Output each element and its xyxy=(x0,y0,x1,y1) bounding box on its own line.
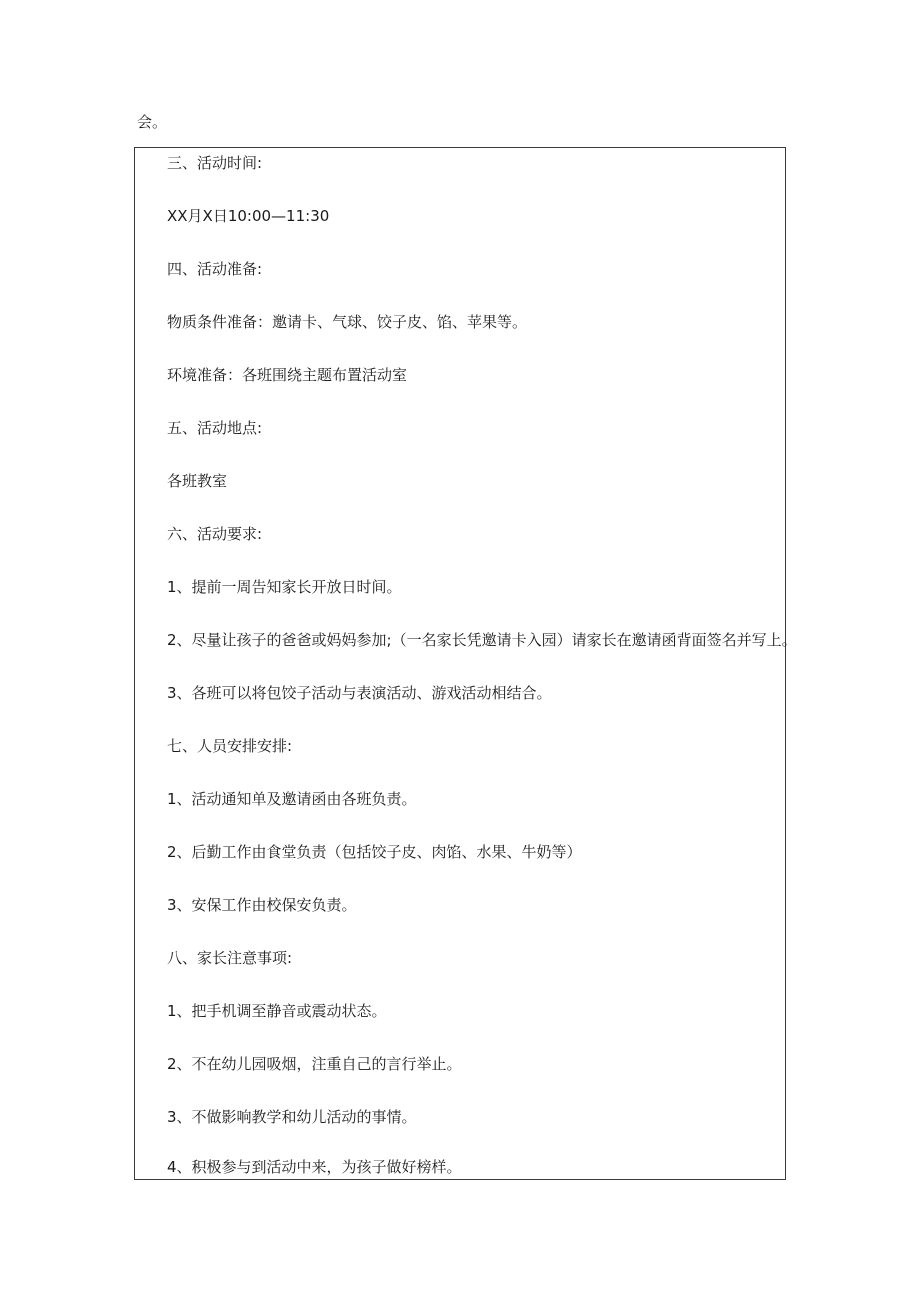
activity-location-value: 各班教室 xyxy=(167,472,228,490)
requirement-item: 3、各班可以将包饺子活动与表演活动、游戏活动相结合。 xyxy=(167,684,552,702)
parent-note-item: 2、不在幼儿园吸烟，注重自己的言行举止。 xyxy=(167,1055,462,1073)
section-heading-staffing: 七、人员安排安排: xyxy=(167,737,293,755)
continuation-text: 会。 xyxy=(137,113,168,131)
staffing-item: 3、安保工作由校保安负责。 xyxy=(167,896,357,914)
section-heading-parent-notes: 八、家长注意事项: xyxy=(167,949,293,967)
section-heading-requirements: 六、活动要求: xyxy=(167,525,263,543)
requirement-item: 1、提前一周告知家长开放日时间。 xyxy=(167,578,402,596)
parent-note-item: 3、不做影响教学和幼儿活动的事情。 xyxy=(167,1108,417,1126)
parent-note-item: 4、积极参与到活动中来，为孩子做好榜样。 xyxy=(167,1158,462,1176)
material-preparation: 物质条件准备：邀请卡、气球、饺子皮、馅、苹果等。 xyxy=(167,313,528,331)
staffing-item: 2、后勤工作由食堂负责（包括饺子皮、肉馅、水果、牛奶等） xyxy=(167,843,582,861)
requirement-item: 2、尽量让孩子的爸爸或妈妈参加;（一名家长凭邀请卡入园）请家长在邀请函背面签名并写上。 xyxy=(167,631,797,649)
content-table-cell xyxy=(134,147,797,1180)
section-heading-preparation: 四、活动准备: xyxy=(167,260,263,278)
environment-preparation: 环境准备：各班围绕主题布置活动室 xyxy=(167,366,408,384)
activity-time-value: XX月X日10:00—11:30 xyxy=(167,207,330,225)
section-heading-location: 五、活动地点: xyxy=(167,419,263,437)
parent-note-item: 1、把手机调至静音或震动状态。 xyxy=(167,1002,387,1020)
staffing-item: 1、活动通知单及邀请函由各班负责。 xyxy=(167,790,417,808)
section-heading-time: 三、活动时间: xyxy=(167,154,263,172)
